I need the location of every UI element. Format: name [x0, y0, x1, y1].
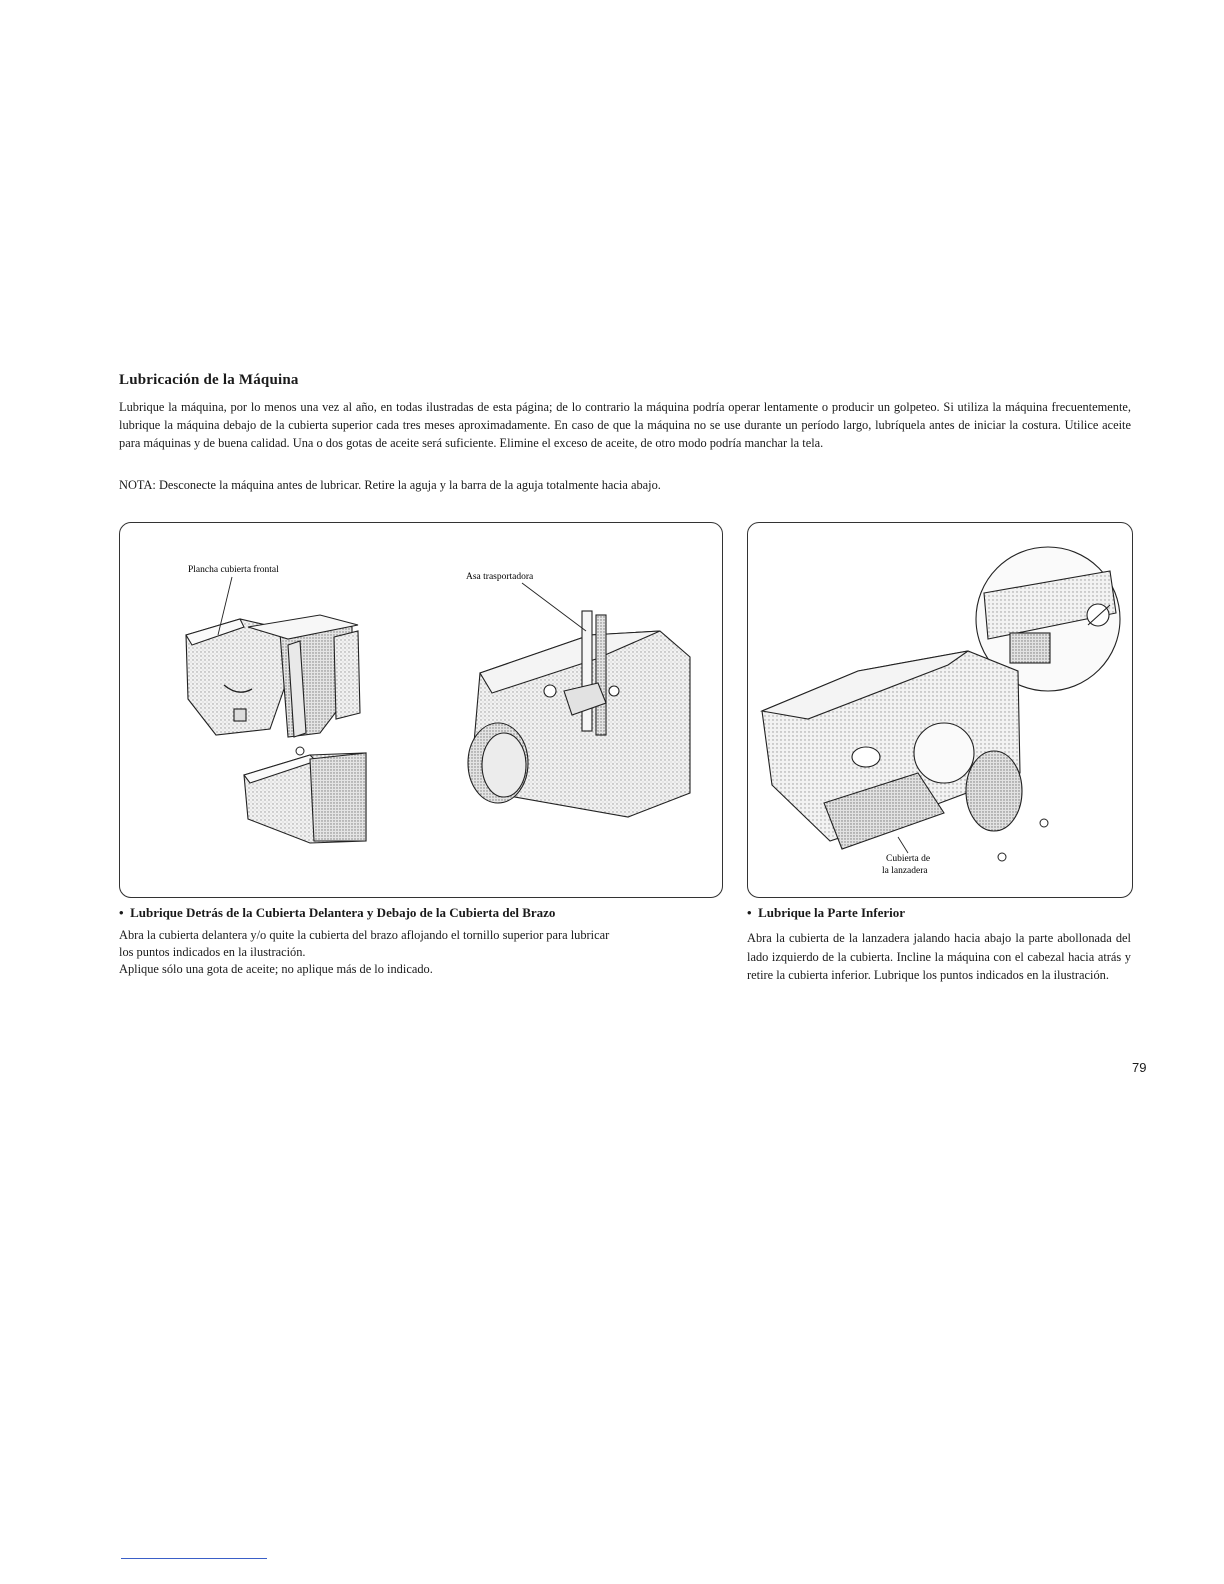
page-number: 79	[1132, 1060, 1147, 1075]
left-figure-panel	[119, 522, 723, 898]
right-figure-panel	[747, 522, 1133, 898]
right-subsection-body: Abra la cubierta de la lanzadera jalando hacia abajo la parte abollonada del lado izquierdo de la cubierta. Incline la máquina con el cabezal hacia atrás y retire la cubierta inferior. Lubrique los puntos indicados en la ilustración.	[747, 931, 1131, 982]
left-body-line: Aplique sólo una gota de aceite; no aplique más de lo indicado.	[119, 962, 433, 976]
screw-icon	[1040, 819, 1048, 827]
right-heading-text: Lubrique la Parte Inferior	[758, 905, 906, 920]
note-text: NOTA: Desconecte la máquina antes de lubricar. Retire la aguja y la barra de la aguja totalmente hacia abajo.	[119, 478, 661, 492]
bullet: •	[747, 905, 752, 920]
intro-paragraph: Lubrique la máquina, por lo menos una vez al año, en todas ilustradas de esta página; de lo contrario la máquina podría operar lentamente o producir un golpeteo. Si utiliza la máquina frecuentemente, lubrique la máquina debajo de la cubierta superior cada tres meses aproximadamente. En caso de que la máquina no se use durante un período largo, lubríquela antes de iniciar la costura. Utilice aceite para máquinas y de buena calidad. Una o dos gotas de aceite será suficiente. Elimine el exceso de aceite, de otro modo podría manchar la tela.	[119, 400, 1131, 450]
left-subsection-body	[119, 927, 723, 978]
arm-cover-drawing	[244, 753, 366, 843]
figure-label-shuttle-cover-2: la lanzadera	[882, 866, 928, 876]
left-body-line: los puntos indicados en la ilustración.	[119, 945, 306, 959]
screw-icon	[296, 747, 304, 755]
left-body-line: Abra la cubierta delantera y/o quite la cubierta del brazo aflojando el tornillo superior para lubricar	[119, 928, 610, 942]
section-title: Lubricación de la Máquina	[119, 372, 299, 388]
figure-label-feed-dog: Asa trasportadora	[466, 572, 534, 582]
footer-rule	[121, 1558, 267, 1559]
right-illustration	[748, 523, 1132, 897]
figure-label-front-cover: Plancha cubierta frontal	[188, 565, 279, 575]
left-illustration	[120, 523, 722, 897]
figure-label-shuttle-cover-1: Cubierta de	[886, 854, 931, 864]
bullet: •	[119, 905, 124, 920]
feed-dog-machine-drawing	[468, 611, 690, 817]
sewing-machine-base-drawing	[762, 651, 1022, 849]
front-cover-drawing	[186, 615, 360, 737]
left-subsection-heading	[119, 905, 555, 921]
screw-icon	[998, 853, 1006, 861]
right-subsection-heading	[747, 905, 905, 921]
left-heading-text: Lubrique Detrás de la Cubierta Delantera y Debajo de la Cubierta del Brazo	[130, 905, 556, 920]
